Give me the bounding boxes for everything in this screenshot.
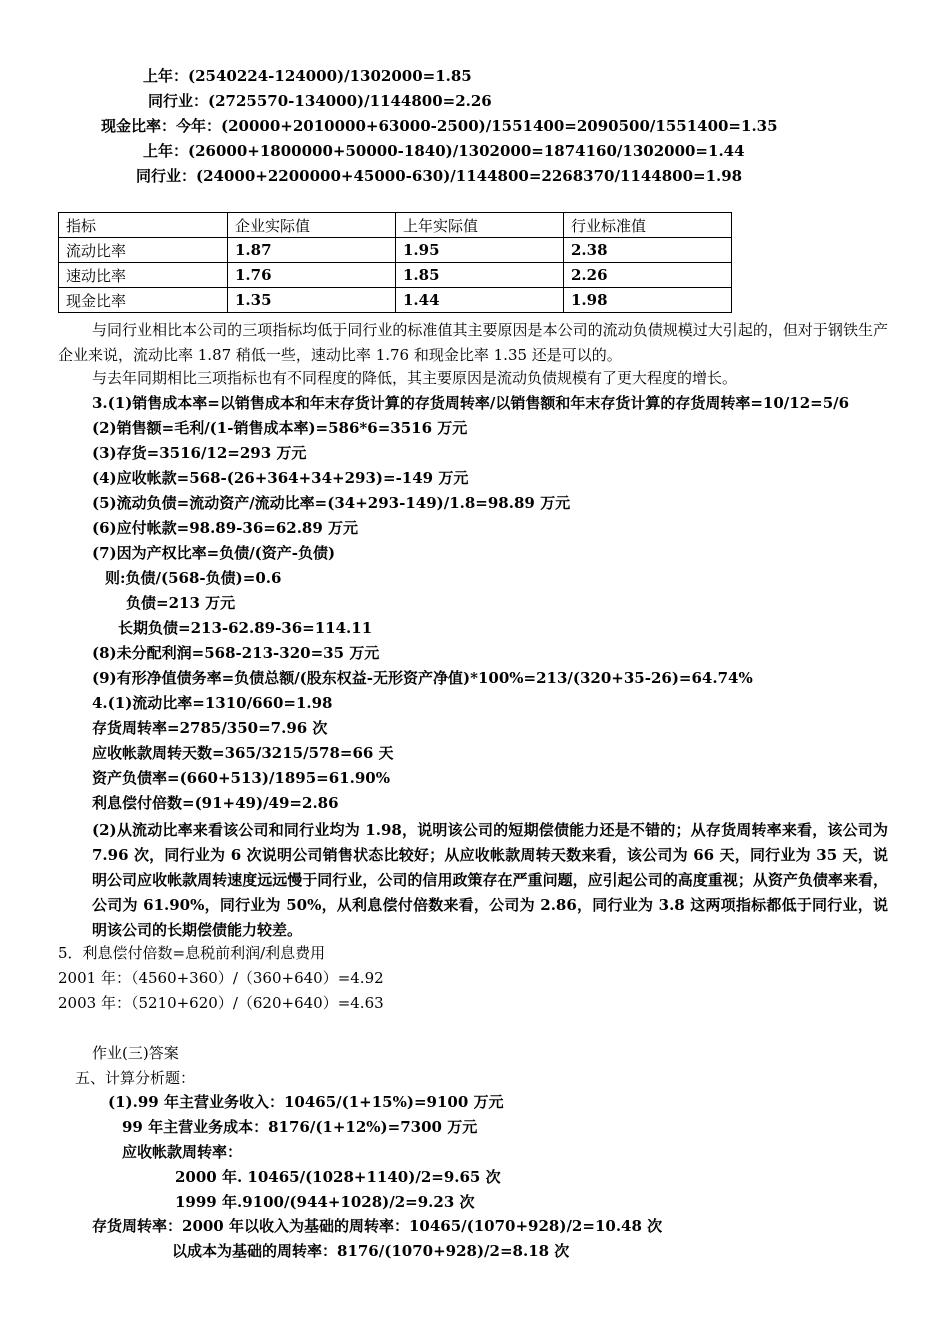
q4-line: 利息偿付倍数=(91+49)/49=2.86: [92, 794, 339, 812]
table-cell: 1.44: [396, 288, 564, 313]
ratio-table: [58, 212, 732, 313]
calc-line: 上年：(26000+1800000+50000-1840)/1302000=1874160/1302000=1.44: [143, 142, 745, 160]
analysis-paragraph: 与去年同期相比三项指标也有不同程度的降低，其主要原因是流动负债规模有了更大程度的增长。: [92, 369, 738, 387]
q3-line: (9)有形净值债务率=负债总额/(股东权益-无形资产净值)*100%=213/(320+35-26)=64.74%: [92, 669, 753, 687]
hw3-line: 应收帐款周转率：: [122, 1143, 243, 1161]
table-cell: 速动比率: [59, 263, 228, 288]
q3-line: 长期负债=213-62.89-36=114.11: [118, 619, 373, 637]
q4-line: 存货周转率=2785/350=7.96 次: [92, 719, 328, 737]
calc-line: 现金比率：今年：(20000+2010000+63000-2500)/1551400=2090500/1551400=1.35: [101, 117, 778, 135]
q5-line: 2001 年：（4560+360）/（360+640）=4.92: [58, 969, 384, 987]
calc-line: 同行业：(24000+2200000+45000-630)/1144800=2268370/1144800=1.98: [136, 167, 743, 185]
q3-line: (6)应付帐款=98.89-36=62.89 万元: [92, 519, 359, 537]
table-cell: 2.26: [564, 263, 732, 288]
table-header-row: [59, 213, 732, 238]
calc-line: 同行业：(2725570-134000)/1144800=2.26: [148, 92, 492, 110]
hw3-line: (1).99 年主营业务收入：10465/(1+15%)=9100 万元: [108, 1093, 504, 1111]
q4-paragraph: (2)从流动比率来看该公司和同行业均为 1.98，说明该公司的短期偿债能力还是不错的；从存货周转率来看，该公司为 7.96 次，同行业为 6 次说明公司销售状态比较好；从应收帐款周转天数来看，该公司为 66 天，同行业为 35 天，说明公司应收帐款周转速度远远慢于同行业，公司的信用政策存在严重问题，应引起公司的高度重视；从资产负债率来看，公司为 61.90%，同行业为 50%，从利息偿付倍数来看，公司为 2.86，同行业为 3.8 这两项指标都低于同行业，说明该公司的长期偿债能力较差。: [92, 821, 888, 939]
table-cell: 1.87: [228, 238, 396, 263]
table-header-cell: 行业标准值: [564, 213, 732, 238]
q3-line: (5)流动负债=流动资产/流动比率=(34+293-149)/1.8=98.89 万元: [92, 494, 571, 512]
q3-line: 负债=213 万元: [126, 594, 236, 612]
section-title: 作业(三)答案: [92, 1044, 179, 1062]
hw3-line: 1999 年.9100/(944+1028)/2=9.23 次: [175, 1193, 475, 1211]
q4-line: 4.(1)流动比率=1310/660=1.98: [92, 694, 333, 712]
table-header-cell: 上年实际值: [396, 213, 564, 238]
q5-line: 2003 年：（5210+620）/（620+640）=4.63: [58, 994, 384, 1012]
hw3-line: 以成本为基础的周转率：8176/(1070+928)/2=8.18 次: [172, 1242, 570, 1260]
q4-line: 应收帐款周转天数=365/3215/578=66 天: [92, 744, 394, 762]
section-heading: 五、计算分析题：: [75, 1069, 196, 1087]
hw3-line: 2000 年. 10465/(1028+1140)/2=9.65 次: [175, 1168, 501, 1186]
q4-line: 资产负债率=(660+513)/1895=61.90%: [92, 769, 390, 787]
table-cell: 现金比率: [59, 288, 228, 313]
table-row: [59, 238, 732, 263]
table-cell: 1.98: [564, 288, 732, 313]
table-cell: 1.95: [396, 238, 564, 263]
calc-line: 上年：(2540224-124000)/1302000=1.85: [143, 67, 472, 85]
table-cell: 1.76: [228, 263, 396, 288]
q3-line: (4)应收帐款=568-(26+364+34+293)=-149 万元: [92, 469, 469, 487]
table-header-cell: 企业实际值: [228, 213, 396, 238]
q5-line: 5．利息偿付倍数=息税前利润/利息费用: [58, 944, 326, 962]
hw3-line: 99 年主营业务成本：8176/(1+12%)=7300 万元: [122, 1118, 478, 1136]
q3-line: (3)存货=3516/12=293 万元: [92, 444, 307, 462]
q3-line: 则:负债/(568-负债)=0.6: [105, 569, 282, 587]
q3-line: 3.(1)销售成本率=以销售成本和年末存货计算的存货周转率/以销售额和年末存货计算的存货周转率=10/12=5/6: [92, 394, 850, 412]
table-cell: 流动比率: [59, 238, 228, 263]
q3-line: (8)未分配利润=568-213-320=35 万元: [92, 644, 380, 662]
table-header-cell: 指标: [59, 213, 228, 238]
table-cell: 2.38: [564, 238, 732, 263]
table-cell: 1.35: [228, 288, 396, 313]
table-cell: 1.85: [396, 263, 564, 288]
hw3-line: 存货周转率：2000 年以收入为基础的周转率：10465/(1070+928)/2=10.48 次: [92, 1217, 663, 1235]
q3-line: (7)因为产权比率=负债/(资产-负债): [92, 544, 336, 562]
table-row: [59, 288, 732, 313]
q3-line: (2)销售额=毛利/(1-销售成本率)=586*6=3516 万元: [92, 419, 468, 437]
analysis-paragraph: 与同行业相比本公司的三项指标均低于同行业的标准值其主要原因是本公司的流动负债规模过大引起的，但对于钢铁生产企业来说，流动比率 1.87 稍低一些，速动比率 1.76 和现金比率 1.35 还是可以的。: [58, 321, 888, 364]
table-row: [59, 263, 732, 288]
